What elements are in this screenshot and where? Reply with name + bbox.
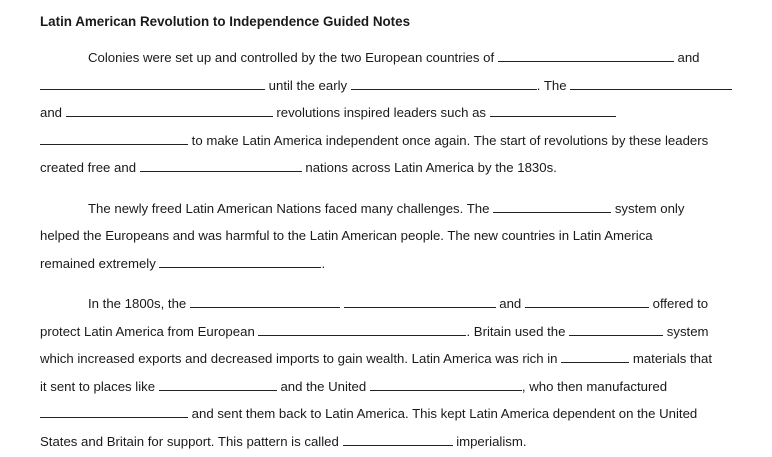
text: materials that (632, 351, 713, 366)
p2-line-1 (88, 200, 684, 218)
text: States and Britain for support. This pattern is called (40, 434, 339, 449)
p1-line-3 (40, 104, 616, 122)
blank-fill-in (66, 104, 273, 117)
blank-fill-in (351, 77, 537, 90)
text: system (666, 324, 709, 339)
blank-fill-in (343, 433, 453, 446)
blank-fill-in (40, 132, 188, 145)
text: system only (614, 201, 685, 216)
blank-fill-in (159, 378, 277, 391)
blank-fill-in (370, 378, 522, 391)
blank-fill-in (159, 255, 321, 268)
p2-line-3 (40, 255, 325, 273)
text: . (321, 256, 326, 271)
blank-fill-in (561, 350, 629, 363)
text: created free and (40, 160, 137, 175)
blank-fill-in (40, 405, 188, 418)
blank-fill-in (525, 295, 649, 308)
blank-fill-in (40, 77, 265, 90)
p3-line-5 (40, 405, 697, 423)
text: it sent to places like (40, 379, 156, 394)
blank-fill-in (493, 200, 611, 213)
text: . Britain used the (466, 324, 566, 339)
text: , who then manufactured (521, 379, 668, 394)
p3-line-2 (40, 323, 709, 341)
p1-line-1 (88, 49, 700, 67)
text: and (499, 296, 522, 311)
blank-fill-in (570, 77, 732, 90)
text: imperialism. (456, 434, 527, 449)
text: which increased exports and decreased imports to gain wealth. Latin America was rich in (40, 351, 558, 366)
text: . The (536, 78, 567, 93)
text: Colonies were set up and controlled by the two European countries of (88, 50, 495, 65)
text: to make Latin America independent once again. The start of revolutions by these leaders (191, 133, 709, 148)
text: and (40, 105, 63, 120)
text: In the 1800s, the (88, 296, 187, 311)
p3-line-4 (40, 378, 667, 396)
text: revolutions inspired leaders such as (276, 105, 487, 120)
p1-line-2 (40, 77, 732, 95)
p3-line-1 (88, 295, 708, 313)
text: and (677, 50, 700, 65)
text: until the early (268, 78, 348, 93)
text: helped the Europeans and was harmful to the Latin American people. The new countries in Latin America (40, 228, 653, 243)
text: remained extremely (40, 256, 156, 271)
text: offered to (652, 296, 709, 311)
blank-fill-in (258, 323, 466, 336)
p1-line-4 (40, 132, 708, 150)
text: The newly freed Latin American Nations faced many challenges. The (88, 201, 490, 216)
text: and the United (280, 379, 367, 394)
p3-line-6 (40, 433, 527, 451)
blank-fill-in (569, 323, 663, 336)
blank-fill-in (490, 104, 616, 117)
p2-line-2 (40, 227, 653, 245)
text: and sent them back to Latin America. This kept Latin America dependent on the United (191, 406, 698, 421)
blank-fill-in (190, 295, 340, 308)
p3-line-3 (40, 350, 712, 368)
blank-fill-in (498, 49, 674, 62)
p1-line-5 (40, 159, 557, 177)
blank-fill-in (140, 159, 302, 172)
text: protect Latin America from European (40, 324, 255, 339)
document-title: Latin American Revolution to Independence Guided Notes (40, 14, 411, 29)
blank-fill-in (344, 295, 496, 308)
text: nations across Latin America by the 1830s. (305, 160, 557, 175)
